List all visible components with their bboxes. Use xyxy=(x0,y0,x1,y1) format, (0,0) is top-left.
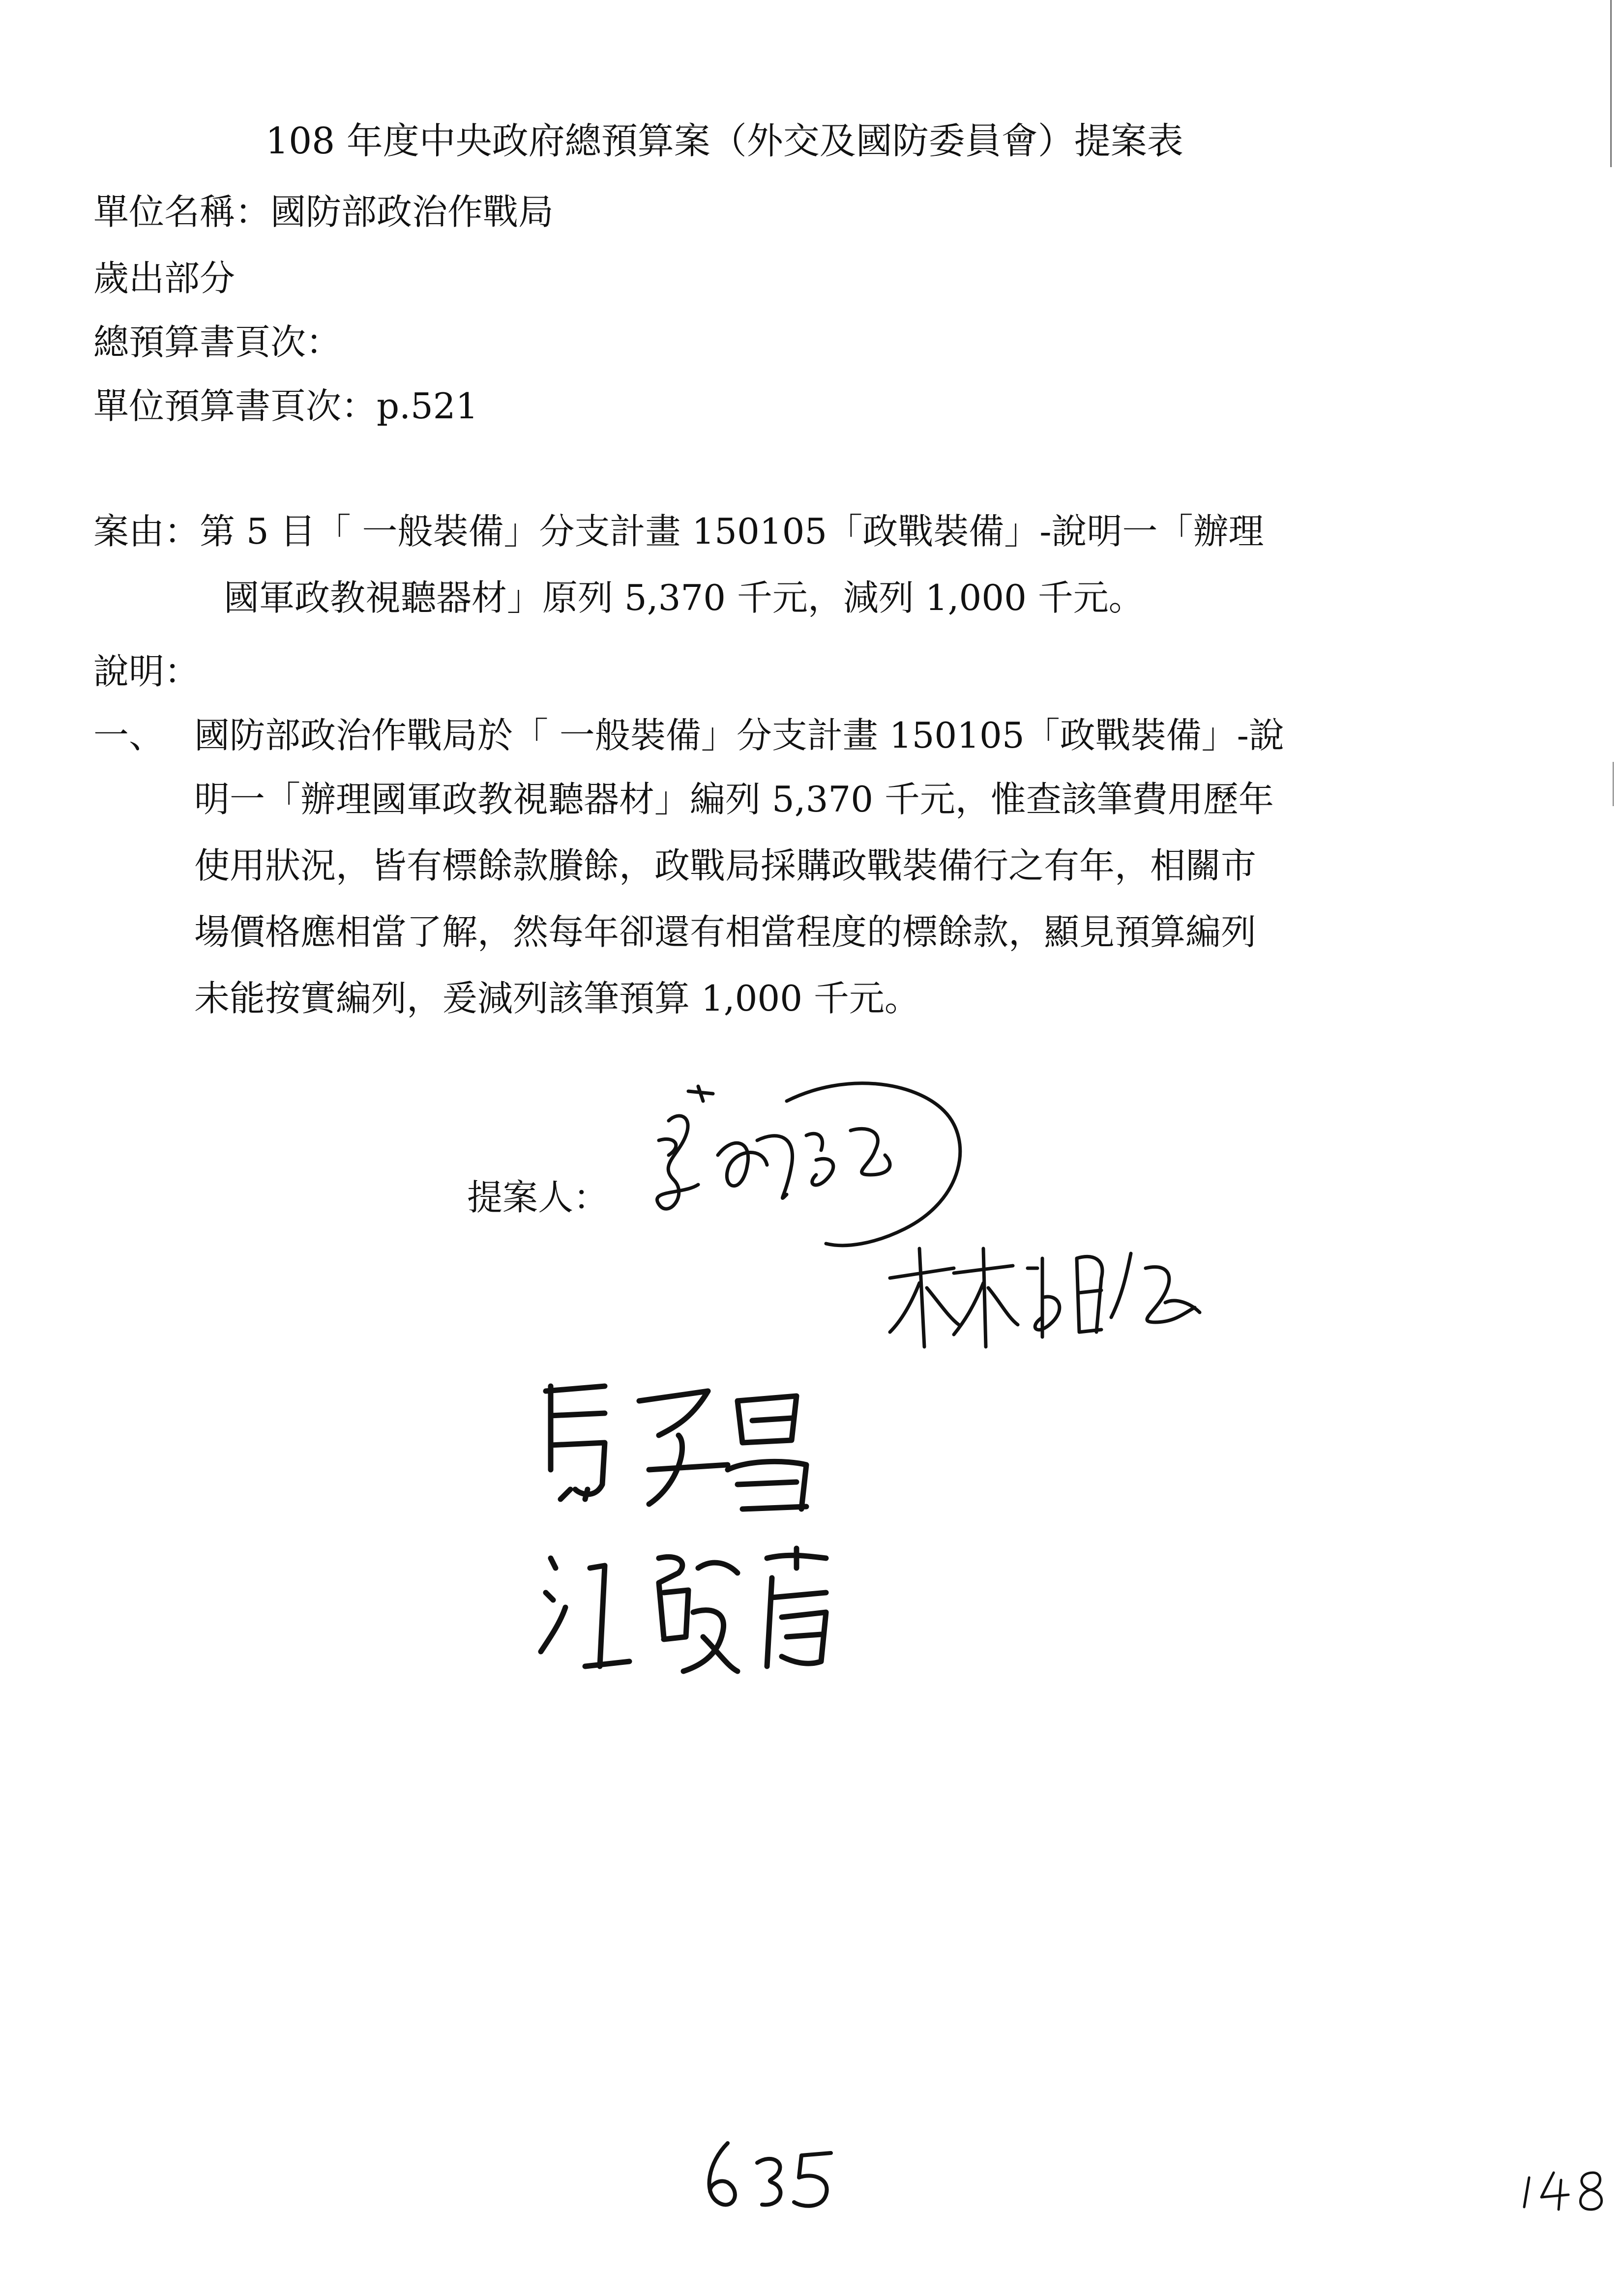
document-title: 108 年度中央政府總預算案（外交及國防委員會）提案表 xyxy=(266,120,1183,162)
explanation-line-1: 國防部政治作戰局於「 一般裝備」分支計畫 150105「政戰裝備」-說 xyxy=(194,715,1284,756)
unit-budget-page: 單位預算書頁次：p.521 xyxy=(93,385,478,427)
case-line-1: 案由：第 5 目「 一般裝備」分支計畫 150105「政戰裝備」-說明一「辦理 xyxy=(93,511,1264,552)
explanation-marker: 一、 xyxy=(93,715,165,756)
scan-edge-mark xyxy=(1613,762,1614,806)
explanation-line-3: 使用狀況，皆有標餘款賸餘，政戰局採購政戰裝備行之有年，相關市 xyxy=(194,845,1257,886)
explanation-label: 說明： xyxy=(93,651,200,692)
scan-edge-mark xyxy=(1610,0,1612,167)
signature-lin-chang-tso xyxy=(880,1239,1214,1357)
signature-chiang-chi-chen xyxy=(531,1539,895,1686)
case-line-2: 國軍政教視聽器材」原列 5,370 千元，減列 1,000 千元。 xyxy=(224,577,1144,618)
explanation-line-2: 明一「辦理國軍政教視聽器材」編列 5,370 千元，惟查該筆費用歷年 xyxy=(194,779,1274,820)
handwritten-corner-number xyxy=(1514,2163,1613,2217)
explanation-line-5: 未能按實編列，爰減列該筆預算 1,000 千元。 xyxy=(194,978,920,1019)
explanation-line-4: 場價格應相當了解，然每年卻還有相當程度的標餘款，顯見預算編列 xyxy=(194,911,1257,953)
total-budget-page: 總預算書頁次： xyxy=(93,321,342,363)
signature-ma-wen-chun xyxy=(531,1371,836,1519)
handwritten-page-number xyxy=(698,2133,846,2217)
unit-name: 單位名稱：國防部政治作戰局 xyxy=(93,191,554,233)
section-label: 歲出部分 xyxy=(93,258,236,299)
proposer-label: 提案人： xyxy=(467,1177,609,1218)
